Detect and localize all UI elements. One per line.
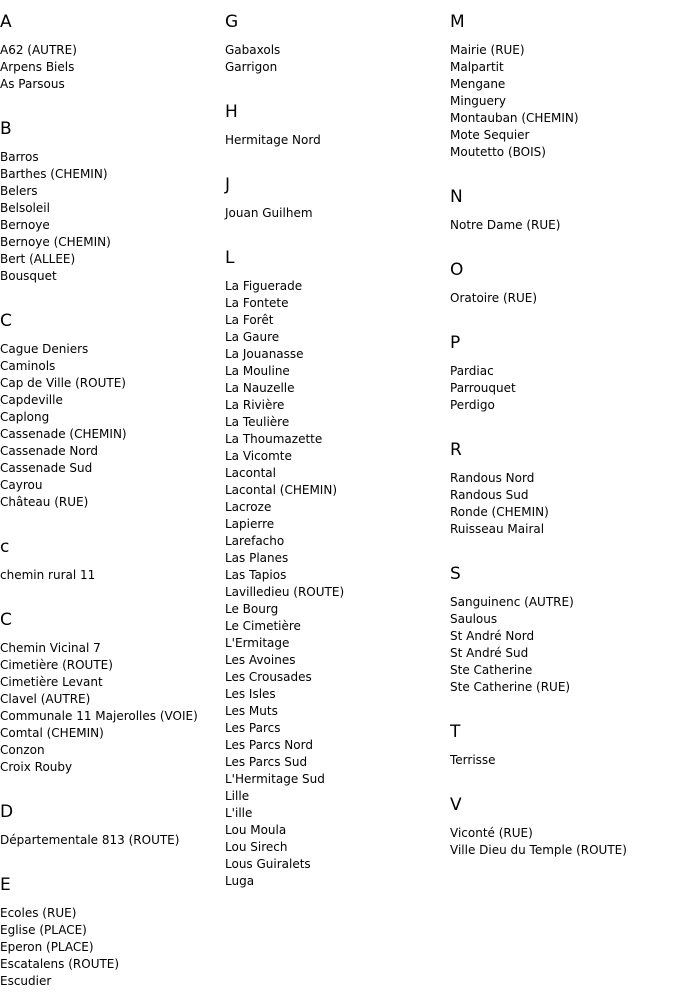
street-name: La Gaure xyxy=(225,330,280,344)
street-name: Cague Deniers xyxy=(0,342,89,356)
letter-section xyxy=(0,598,225,776)
street-list xyxy=(450,42,675,161)
street-name: Pardiac xyxy=(450,364,494,378)
street-name: Comtal (CHEMIN) xyxy=(0,726,104,740)
street-name: Lou Moula xyxy=(225,823,287,837)
street-name: Hermitage Nord xyxy=(225,133,321,147)
letter-section xyxy=(225,0,450,76)
letter-section xyxy=(0,525,225,584)
street-name: Garrigon xyxy=(225,60,278,74)
street-name: Cayrou xyxy=(0,478,43,492)
street-name: Lapierre xyxy=(225,517,275,531)
street-name: Saulous xyxy=(450,612,498,626)
street-list xyxy=(225,278,450,890)
street-name: La Figuerade xyxy=(225,279,303,293)
section-letter-heading: T xyxy=(450,722,461,742)
section-letter-heading: C xyxy=(0,610,12,630)
street-list xyxy=(225,205,450,222)
section-letter-heading: B xyxy=(0,119,12,139)
section-letter-heading: L xyxy=(225,248,235,268)
street-name: Le Bourg xyxy=(225,602,279,616)
street-name: Cimetière (ROUTE) xyxy=(0,658,113,672)
street-name: L'Hermitage Sud xyxy=(225,772,325,786)
street-name: Ronde (CHEMIN) xyxy=(450,505,549,519)
section-letter-heading: C xyxy=(0,311,12,331)
street-name: Mote Sequier xyxy=(450,128,530,142)
street-name: La Nauzelle xyxy=(225,381,295,395)
street-name: Barros xyxy=(0,150,39,164)
street-name: Départementale 813 (ROUTE) xyxy=(0,833,180,847)
letter-section xyxy=(225,236,450,890)
section-letter-heading: R xyxy=(450,440,462,460)
street-name: Les Muts xyxy=(225,704,278,718)
letter-section xyxy=(450,248,675,307)
street-name: Bert (ALLEE) xyxy=(0,252,76,266)
street-name: St André Sud xyxy=(450,646,529,660)
street-name: Eglise (PLACE) xyxy=(0,923,87,937)
street-list xyxy=(0,640,225,776)
street-list xyxy=(450,594,675,696)
section-letter-heading: O xyxy=(450,260,464,280)
street-name: Bernoye xyxy=(0,218,50,232)
street-name: Mengane xyxy=(450,77,506,91)
street-name: Cassenade (CHEMIN) xyxy=(0,427,127,441)
street-list xyxy=(450,217,675,234)
street-list xyxy=(450,290,675,307)
street-index-column-3 xyxy=(450,0,675,873)
street-name: Viconté (RUE) xyxy=(450,826,533,840)
street-name: Cassenade Nord xyxy=(0,444,99,458)
section-letter-heading: M xyxy=(450,12,465,32)
street-name: Ste Catherine (RUE) xyxy=(450,680,571,694)
street-name: Randous Nord xyxy=(450,471,535,485)
street-name: La Rivière xyxy=(225,398,285,412)
street-name: Cassenade Sud xyxy=(0,461,93,475)
street-name: Belers xyxy=(0,184,38,198)
street-list xyxy=(450,363,675,414)
street-name: Eperon (PLACE) xyxy=(0,940,94,954)
section-letter-heading: c xyxy=(0,537,10,557)
street-list xyxy=(0,832,225,849)
letter-section xyxy=(450,321,675,414)
street-name: Capdeville xyxy=(0,393,63,407)
street-name: A62 (AUTRE) xyxy=(0,43,77,57)
street-name: Terrisse xyxy=(450,753,496,767)
street-list xyxy=(0,567,225,584)
street-index-column-2 xyxy=(225,0,450,904)
street-name: La Mouline xyxy=(225,364,290,378)
street-name: Lacontal (CHEMIN) xyxy=(225,483,338,497)
street-list xyxy=(450,470,675,538)
street-name: Les Crousades xyxy=(225,670,312,684)
street-name: Les Isles xyxy=(225,687,276,701)
letter-section xyxy=(225,90,450,149)
street-name: Las Tapios xyxy=(225,568,287,582)
letter-section xyxy=(225,163,450,222)
street-name: Ecoles (RUE) xyxy=(0,906,77,920)
street-name: L'Ermitage xyxy=(225,636,290,650)
street-name: Lou Sirech xyxy=(225,840,288,854)
street-name: Les Parcs Sud xyxy=(225,755,308,769)
street-name: Escudier xyxy=(0,974,52,988)
street-name: Ste Catherine xyxy=(450,663,533,677)
letter-section xyxy=(0,0,225,93)
letter-section xyxy=(0,107,225,285)
street-name: Mairie (RUE) xyxy=(450,43,525,57)
street-list xyxy=(0,42,225,93)
street-name: Barthes (CHEMIN) xyxy=(0,167,108,181)
street-name: Lacroze xyxy=(225,500,272,514)
street-name: Montauban (CHEMIN) xyxy=(450,111,579,125)
street-name: Parrouquet xyxy=(450,381,516,395)
street-list xyxy=(450,752,675,769)
letter-section xyxy=(450,710,675,769)
letter-section xyxy=(450,552,675,696)
street-name: Larefacho xyxy=(225,534,285,548)
street-name: Chemin Vicinal 7 xyxy=(0,641,101,655)
street-name: Le Cimetière xyxy=(225,619,301,633)
street-name: Bernoye (CHEMIN) xyxy=(0,235,111,249)
street-name: Luga xyxy=(225,874,255,888)
street-name: Escatalens (ROUTE) xyxy=(0,957,120,971)
street-list xyxy=(0,341,225,511)
street-name: Malpartit xyxy=(450,60,504,74)
street-list xyxy=(225,42,450,76)
section-letter-heading: V xyxy=(450,795,462,815)
street-list xyxy=(450,825,675,859)
street-name: Ruisseau Mairal xyxy=(450,522,545,536)
street-name: Lille xyxy=(225,789,250,803)
street-name: Jouan Guilhem xyxy=(225,206,313,220)
street-name: Minguery xyxy=(450,94,506,108)
street-name: La Thoumazette xyxy=(225,432,323,446)
street-name: La Vicomte xyxy=(225,449,292,463)
street-name: Oratoire (RUE) xyxy=(450,291,538,305)
street-name: La Jouanasse xyxy=(225,347,304,361)
street-list xyxy=(225,132,450,149)
section-letter-heading: A xyxy=(0,12,12,32)
letter-section xyxy=(0,863,225,990)
street-index-column-1 xyxy=(0,0,225,1004)
street-name: St André Nord xyxy=(450,629,535,643)
street-name: Notre Dame (RUE) xyxy=(450,218,561,232)
street-name: Moutetto (BOIS) xyxy=(450,145,546,159)
letter-section xyxy=(450,0,675,161)
street-name: La Fontete xyxy=(225,296,289,310)
street-name: Château (RUE) xyxy=(0,495,89,509)
street-name: As Parsous xyxy=(0,77,65,91)
section-letter-heading: P xyxy=(450,333,461,353)
street-name: Lacontal xyxy=(225,466,276,480)
street-name: Communale 11 Majerolles (VOIE) xyxy=(0,709,198,723)
street-name: Perdigo xyxy=(450,398,495,412)
street-name: Lous Guiralets xyxy=(225,857,311,871)
section-letter-heading: N xyxy=(450,187,463,207)
street-name: Bousquet xyxy=(0,269,57,283)
street-name: Las Planes xyxy=(225,551,289,565)
street-name: Les Parcs Nord xyxy=(225,738,313,752)
street-name: Belsoleil xyxy=(0,201,50,215)
street-name: La Teulière xyxy=(225,415,290,429)
street-name: Arpens Biels xyxy=(0,60,75,74)
street-name: Croix Rouby xyxy=(0,760,73,774)
section-letter-heading: J xyxy=(225,175,231,195)
street-name: chemin rural 11 xyxy=(0,568,96,582)
letter-section xyxy=(450,428,675,538)
street-name: Lavilledieu (ROUTE) xyxy=(225,585,345,599)
letter-section xyxy=(450,175,675,234)
street-name: Sanguinenc (AUTRE) xyxy=(450,595,574,609)
street-name: Cimetière Levant xyxy=(0,675,103,689)
letter-section xyxy=(0,299,225,511)
street-name: Caminols xyxy=(0,359,56,373)
street-name: Gabaxols xyxy=(225,43,281,57)
letter-section xyxy=(450,783,675,859)
letter-section xyxy=(0,790,225,849)
street-list xyxy=(0,149,225,285)
section-letter-heading: E xyxy=(0,875,11,895)
street-name: Les Avoines xyxy=(225,653,296,667)
street-list xyxy=(0,905,225,990)
street-name: Ville Dieu du Temple (ROUTE) xyxy=(450,843,627,857)
street-name: L'ille xyxy=(225,806,253,820)
street-name: Randous Sud xyxy=(450,488,529,502)
street-name: Conzon xyxy=(0,743,45,757)
street-name: Les Parcs xyxy=(225,721,281,735)
section-letter-heading: G xyxy=(225,12,239,32)
section-letter-heading: H xyxy=(225,102,238,122)
street-name: La Forêt xyxy=(225,313,274,327)
street-name: Clavel (AUTRE) xyxy=(0,692,91,706)
street-name: Cap de Ville (ROUTE) xyxy=(0,376,126,390)
street-name: Caplong xyxy=(0,410,50,424)
section-letter-heading: S xyxy=(450,564,461,584)
section-letter-heading: D xyxy=(0,802,14,822)
